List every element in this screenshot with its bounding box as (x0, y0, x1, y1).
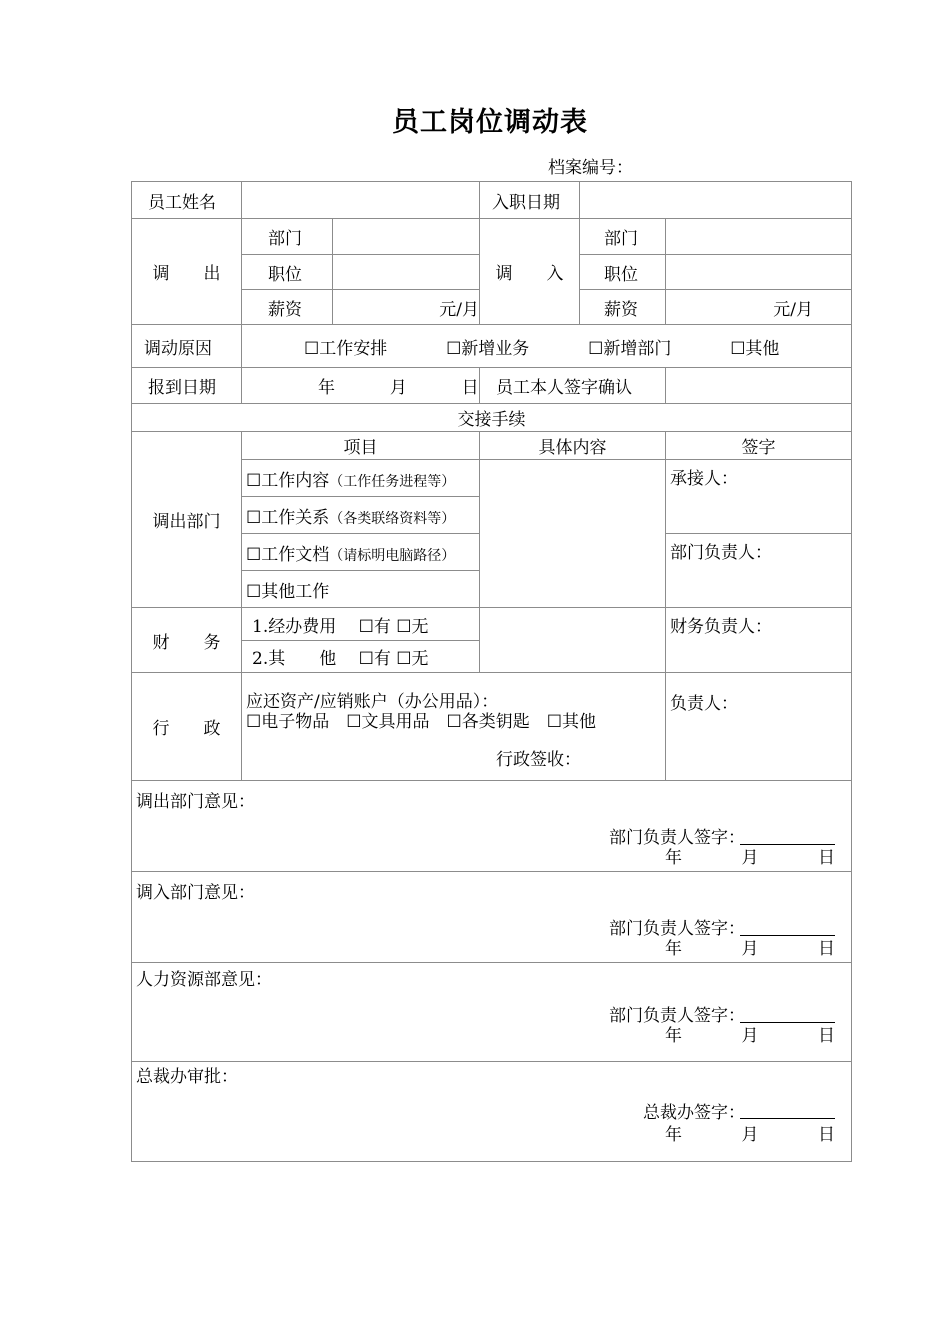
handover-item-relations[interactable] (242, 497, 480, 534)
admin-assets-title: 应还资产/应销账户（办公用品）： (246, 692, 499, 712)
handover-title: 交接手续 (132, 404, 852, 432)
employee-confirm-label: 员工本人签字确认 (480, 368, 666, 404)
employee-name-field[interactable] (242, 182, 480, 219)
admin-label: 行 政 (132, 673, 242, 781)
in-dept-field[interactable] (666, 219, 852, 255)
out-dept-label: 部门 (242, 219, 333, 255)
admin-sign-label: 行政签收： (496, 750, 581, 770)
in-dept-opinion[interactable] (132, 872, 852, 963)
item-note: （工作任务进程等） (329, 473, 456, 490)
item-label: ☐工作内容 (246, 470, 330, 491)
out-dept-section-label: 调出部门 (132, 432, 242, 608)
reason-option-other[interactable]: ☐其他 (730, 338, 780, 359)
out-dept-opinion[interactable] (132, 781, 852, 872)
out-position-field[interactable] (333, 255, 480, 290)
finance-label: 财 务 (132, 608, 242, 673)
transfer-in-label: 调 入 (480, 219, 580, 325)
receiver-sign-cell[interactable]: 承接人： (666, 460, 852, 534)
out-position-label: 职位 (242, 255, 333, 290)
month-label: 月 (741, 939, 759, 959)
reason-option-work[interactable]: ☐工作安排 (304, 338, 388, 359)
hr-dept-opinion[interactable] (132, 963, 852, 1062)
opinion-date (665, 934, 835, 959)
year-label: 年 (665, 1125, 682, 1145)
admin-assets-options[interactable]: ☐电子物品 ☐文具用品 ☐各类钥匙 ☐其他 (246, 712, 596, 732)
opinion-label: 调出部门意见： (136, 792, 255, 812)
item-label: ☐工作文档 (246, 544, 330, 565)
item-note: （各类联络资料等） (329, 510, 456, 527)
transfer-form (131, 181, 852, 1162)
out-dept-field[interactable] (333, 219, 480, 255)
finance-content-field[interactable] (480, 608, 666, 673)
archive-number-label: 档案编号： (548, 158, 633, 178)
out-salary-label: 薪资 (242, 290, 333, 325)
day-label: 日 (818, 848, 835, 868)
opinion-date (665, 843, 835, 868)
signature-line[interactable] (740, 1118, 835, 1119)
year-label: 年 (665, 1026, 682, 1046)
in-position-label: 职位 (580, 255, 666, 290)
opinion-date (665, 1120, 835, 1145)
opinion-label: 总裁办审批： (136, 1067, 238, 1087)
reason-label: 调动原因 (132, 325, 242, 368)
hire-date-label: 入职日期 (480, 182, 580, 219)
report-date-label: 报到日期 (132, 368, 242, 404)
report-date-field[interactable] (242, 368, 480, 404)
day-label: 日 (818, 1026, 835, 1046)
day-label: 日 (818, 1125, 835, 1145)
out-salary-field[interactable]: 元/月 (333, 290, 480, 325)
handover-content-field[interactable] (480, 460, 666, 608)
opinion-date (665, 1021, 835, 1046)
opinion-sign-label: 部门负责人签字： (609, 919, 745, 939)
hire-date-field[interactable] (580, 182, 852, 219)
reason-option-new-business[interactable]: ☐新增业务 (446, 338, 530, 359)
in-salary-field[interactable]: 元/月 (666, 290, 852, 325)
col-sign-header: 签字 (666, 432, 852, 460)
finance-item-other[interactable]: 2.其 他 ☐有 ☐无 (242, 641, 480, 673)
opinion-label: 人力资源部意见： (136, 970, 272, 990)
handover-item-content[interactable] (242, 460, 480, 497)
opinion-sign-label: 部门负责人签字： (609, 1006, 745, 1026)
page-title: 员工岗位调动表 (392, 107, 588, 138)
opinion-label: 调入部门意见： (136, 883, 255, 903)
in-position-field[interactable] (666, 255, 852, 290)
dept-head-sign-cell[interactable]: 部门负责人： (666, 534, 852, 608)
finance-head-sign-cell[interactable]: 财务负责人： (666, 608, 852, 673)
month-label: 月 (741, 1026, 759, 1046)
employee-confirm-field[interactable] (666, 368, 852, 404)
item-label: ☐工作关系 (246, 507, 330, 528)
handover-item-documents[interactable] (242, 534, 480, 571)
year-label: 年 (665, 939, 682, 959)
year-label: 年 (318, 378, 335, 398)
employee-name-label: 员工姓名 (132, 182, 242, 219)
opinion-sign-label: 部门负责人签字： (609, 828, 745, 848)
year-label: 年 (665, 848, 682, 868)
month-label: 月 (741, 848, 759, 868)
col-item-header: 项目 (242, 432, 480, 460)
transfer-out-label: 调 出 (132, 219, 242, 325)
admin-responsible-sign-cell[interactable]: 负责人： (666, 673, 852, 781)
admin-assets-cell[interactable] (242, 673, 666, 781)
in-salary-label: 薪资 (580, 290, 666, 325)
day-label: 日 (818, 939, 835, 959)
day-label: 日 (461, 378, 479, 398)
month-label: 月 (389, 378, 407, 398)
ceo-office-approval[interactable] (132, 1062, 852, 1162)
month-label: 月 (741, 1125, 759, 1145)
in-dept-label: 部门 (580, 219, 666, 255)
opinion-sign-label: 总裁办签字： (643, 1103, 745, 1123)
finance-item-expense[interactable]: 1.经办费用 ☐有 ☐无 (242, 608, 480, 641)
reason-option-new-dept[interactable]: ☐新增部门 (588, 338, 672, 359)
item-note: （请标明电脑路径） (329, 547, 456, 564)
item-label: ☐其他工作 (246, 581, 330, 602)
handover-item-other[interactable] (242, 571, 480, 608)
col-content-header: 具体内容 (480, 432, 666, 460)
